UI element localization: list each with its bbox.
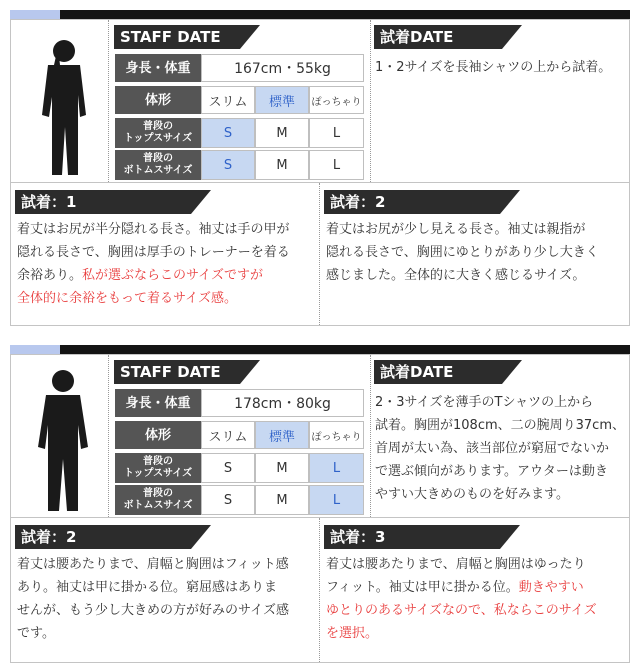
text-line: 着丈はお尻が少し見える長さ。袖丈は親指が bbox=[326, 222, 586, 237]
body-option-slim: スリム bbox=[201, 86, 255, 114]
trial-3-description bbox=[326, 553, 626, 645]
divider bbox=[370, 20, 371, 182]
trial-1-header: 試着：1 bbox=[15, 190, 191, 214]
staff-block-1 bbox=[10, 10, 630, 326]
trial-2-header: 試着：2 bbox=[324, 190, 500, 214]
tops-size-label bbox=[115, 453, 201, 483]
text-segment: フィット。袖丈は甲に掛かる位。 bbox=[326, 580, 519, 595]
shichaku-description bbox=[375, 391, 629, 506]
tops-size-l: L bbox=[309, 453, 364, 483]
highlight-text: を選択。 bbox=[326, 626, 379, 641]
tops-size-m: M bbox=[255, 453, 309, 483]
body-option-slim: スリム bbox=[201, 421, 255, 449]
trial-2-description bbox=[326, 218, 626, 287]
staff-block-2 bbox=[10, 345, 630, 663]
highlight-text: 私が選ぶならこのサイズですが bbox=[82, 268, 263, 283]
accent-bar bbox=[10, 345, 60, 354]
body-option-standard: 標準 bbox=[255, 86, 309, 114]
height-weight-label: 身長・体重 bbox=[115, 54, 201, 82]
bottoms-size-s: S bbox=[201, 485, 255, 515]
body-type-label: 体形 bbox=[115, 421, 201, 449]
text-line: です。 bbox=[17, 626, 55, 641]
divider bbox=[319, 518, 320, 662]
text-line: 首周が太い為、該当部位が窮屈でないか bbox=[375, 441, 610, 456]
text-line: せんが、もう少し大きめの方が好みのサイズ感 bbox=[17, 603, 289, 618]
divider bbox=[11, 517, 629, 518]
tops-label-line2: トップスサイズ bbox=[123, 468, 193, 479]
staff-date-header: STAFF DATE bbox=[114, 25, 240, 49]
bottoms-size-l: L bbox=[309, 485, 364, 515]
text-line: 2・3サイズを薄手のTシャツの上から bbox=[375, 395, 594, 410]
shichaku-date-header: 試着DATE bbox=[374, 25, 502, 49]
trial-3-header: 試着：3 bbox=[324, 525, 500, 549]
text-line: 隠れる長さで、胸囲にゆとりがあり少し大きく bbox=[326, 245, 599, 260]
text-line: 着丈は腰あたりまで、肩幅と胸囲はフィット感 bbox=[17, 557, 289, 572]
tops-label-line1: 普段の bbox=[143, 121, 173, 132]
text-line: 1・2サイズを長袖シャツの上から試着。 bbox=[375, 60, 612, 75]
divider bbox=[11, 182, 629, 183]
text-line: 着丈はお尻が半分隠れる長さ。袖丈は手の甲が bbox=[17, 222, 290, 237]
shichaku-description bbox=[375, 56, 627, 79]
text-line: あり。袖丈は甲に掛かる位。窮屈感はありま bbox=[17, 580, 278, 595]
text-line: 試着。胸囲が108cm、二の腕周り37cm、 bbox=[375, 418, 625, 433]
accent-bar bbox=[10, 10, 60, 19]
trial-2-description bbox=[17, 553, 317, 645]
highlight-text: 全体的に余裕をもって着るサイズ感。 bbox=[17, 291, 237, 306]
staff-date-header: STAFF DATE bbox=[114, 360, 240, 384]
body-option-plump: ぽっちゃり bbox=[309, 86, 364, 114]
tops-size-label bbox=[115, 118, 201, 148]
height-weight-value: 167cm・55kg bbox=[201, 54, 364, 82]
body-option-standard: 標準 bbox=[255, 421, 309, 449]
height-weight-value: 178cm・80kg bbox=[201, 389, 364, 417]
divider bbox=[108, 20, 109, 182]
tops-size-m: M bbox=[255, 118, 309, 148]
highlight-text: 動きやすい bbox=[518, 580, 584, 595]
divider bbox=[370, 355, 371, 517]
section-top-bar bbox=[10, 345, 630, 354]
text-line: やすい大きめのものを好みます。 bbox=[375, 487, 569, 502]
divider bbox=[319, 183, 320, 325]
text-line: 感じました。全体的に大きく感じるサイズ。 bbox=[326, 268, 586, 283]
tops-size-s: S bbox=[201, 118, 255, 148]
text-line: 着丈は腰あたりまで、肩幅と胸囲はゆったり bbox=[326, 557, 586, 572]
body-option-plump: ぽっちゃり bbox=[309, 421, 364, 449]
bottoms-label-line2: ボトムスサイズ bbox=[123, 500, 193, 511]
person-silhouette-icon bbox=[34, 35, 94, 180]
tops-size-s: S bbox=[201, 453, 255, 483]
shichaku-date-header: 試着DATE bbox=[374, 360, 502, 384]
bottoms-size-s: S bbox=[201, 150, 255, 180]
section-top-bar bbox=[10, 10, 630, 19]
bottoms-size-m: M bbox=[255, 150, 309, 180]
text-line: 隠れる長さで、胸囲は厚手のトレーナーを着る bbox=[17, 245, 290, 260]
body-type-label: 体形 bbox=[115, 86, 201, 114]
trial-2-header: 試着：2 bbox=[15, 525, 191, 549]
text-line: で選ぶ傾向があります。アウターは動き bbox=[375, 464, 608, 479]
bottoms-label-line2: ボトムスサイズ bbox=[123, 165, 193, 176]
bottoms-size-m: M bbox=[255, 485, 309, 515]
trial-1-description bbox=[17, 218, 317, 310]
highlight-text: ゆとりのあるサイズなので、私ならこのサイズ bbox=[326, 603, 597, 618]
height-weight-label: 身長・体重 bbox=[115, 389, 201, 417]
tops-size-l: L bbox=[309, 118, 364, 148]
bottoms-size-label bbox=[115, 485, 201, 515]
tops-label-line1: 普段の bbox=[143, 456, 173, 467]
divider bbox=[108, 355, 109, 517]
person-silhouette-icon bbox=[30, 367, 96, 515]
text-line bbox=[326, 576, 626, 599]
bottoms-label-line1: 普段の bbox=[143, 153, 173, 164]
tops-label-line2: トップスサイズ bbox=[123, 133, 193, 144]
text-segment: 余裕あり。 bbox=[17, 268, 83, 283]
bottoms-label-line1: 普段の bbox=[143, 488, 173, 499]
bottoms-size-l: L bbox=[309, 150, 364, 180]
bottoms-size-label bbox=[115, 150, 201, 180]
text-line bbox=[17, 264, 317, 287]
